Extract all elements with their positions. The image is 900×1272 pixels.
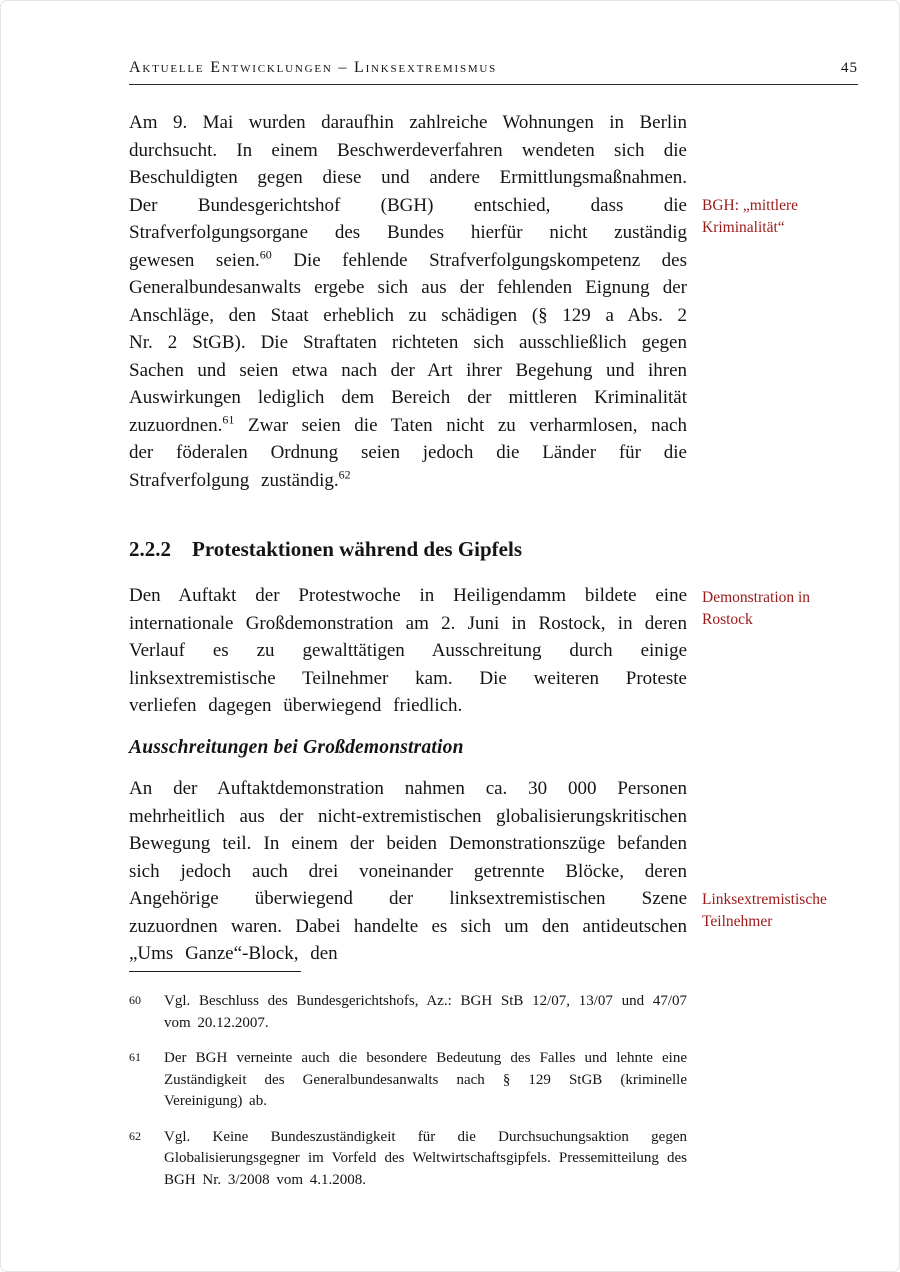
- footnote-60: [129, 991, 687, 1034]
- footnote-ref-60: 60: [259, 247, 272, 262]
- footnote-separator-rule: [129, 971, 301, 972]
- subheading-ausschreitungen: Ausschreitungen bei Großdemonstration: [129, 737, 464, 758]
- footnote-number: 60: [129, 993, 141, 1007]
- margin-note-bgh-mittlere-kriminalitaet: BGH: „mittlere Kriminalität“: [702, 197, 798, 236]
- footnotes-section: [129, 971, 687, 1205]
- footnote-number: 61: [129, 1050, 141, 1064]
- footnote-ref-61: 61: [222, 412, 235, 427]
- running-header-title: Aktuelle Entwicklungen – Linksextremismus: [129, 59, 498, 76]
- footnote-61: [129, 1048, 687, 1113]
- section-number: 2.2.2: [129, 537, 171, 561]
- footnote-text: Vgl. Keine Bundeszuständigkeit für die Durchsuchungsaktion gegen Globalisierungsgegner im Vorfeld des Weltwirtschaftsgipfels. Pressemitteilung des BGH Nr. 3/2008 vom 4.1.2008.: [164, 1128, 687, 1188]
- footnote-62: [129, 1127, 687, 1192]
- section-heading-protestaktionen: [129, 537, 687, 562]
- paragraph-auftaktdemonstration: An der Auftaktdemonstration nahmen ca. 30 000 Personen mehrheitlich aus der nicht-extremistischen globalisierungskritischen Bewegung teil. In einem der beiden Demonstrationszüge befanden sich jedoch auch drei voneinander getrennte Blöcke, deren Angehörige überwiegend der linksextremistischen Szene zuzuordnen waren. Dabei handelte es sich um den antideutschen „Ums Ganze“-Block, den: [129, 778, 687, 964]
- footnote-number: 62: [129, 1128, 141, 1143]
- footnote-text: Der BGH verneinte auch die besondere Bedeutung des Falles und lehnte eine Zuständigkeit des Generalbundesanwalts nach § 129 StGB (kriminelle Vereinigung) ab.: [164, 1050, 687, 1109]
- page-header: [129, 59, 858, 85]
- margin-note-demonstration-in-rostock: Demonstration in Rostock: [702, 589, 811, 628]
- footnote-ref-62: 62: [338, 467, 351, 482]
- margin-note-linksextremistische-teilnehmer: Linksextremistische Teilnehmer: [702, 891, 827, 930]
- footnote-text: Vgl. Beschluss des Bundesgerichtshofs, Az.: BGH StB 12/07, 13/07 und 47/07 vom 20.12.2007.: [164, 993, 687, 1031]
- section-title: Protestaktionen während des Gipfels: [192, 537, 522, 561]
- paragraph-segment: Die fehlende Strafverfolgungskompetenz des Generalbundesanwalts ergebe sich aus der fehlenden Eignung der Anschläge, den Staat erheblich zu schädigen (§ 129 a Abs. 2 Nr. 2 StGB). Die Straftaten richteten sich ausschließlich gegen Sachen und seien etwa nach der Art ihrer Begehung und ihren Auswirkungen lediglich dem Bereich der mittleren Kriminalität zuzuordnen.: [129, 249, 687, 436]
- page-number: 45: [841, 60, 858, 76]
- paragraph-bgh-decision: [129, 109, 687, 494]
- paragraph-segment: Am 9. Mai wurden daraufhin zahlreiche Wohnungen in Berlin durchsucht. In einem Beschwerdeverfahren wendeten sich die Beschuldigten gegen diese und andere Ermittlungsmaßnahmen. Der Bundesgerichtshof (BGH) entschied, dass die Strafverfolgungsorgane des Bundes hierfür nicht zuständig gewesen seien.: [129, 112, 687, 271]
- paragraph-segment: Zwar seien die Taten nicht zu verharmlosen, nach der föderalen Ordnung seien jedoch die Länder für die Strafverfolgung zuständig.: [129, 414, 687, 491]
- paragraph-rostock-demo: Den Auftakt der Protestwoche in Heiligendamm bildete eine internationale Großdemonstration am 2. Juni in Rostock, in deren Verlauf es zu gewalttätigen Ausschreitung durch einige linksextremistische Teilnehmer kam. Die weiteren Proteste verliefen dagegen überwiegend friedlich.: [129, 585, 687, 716]
